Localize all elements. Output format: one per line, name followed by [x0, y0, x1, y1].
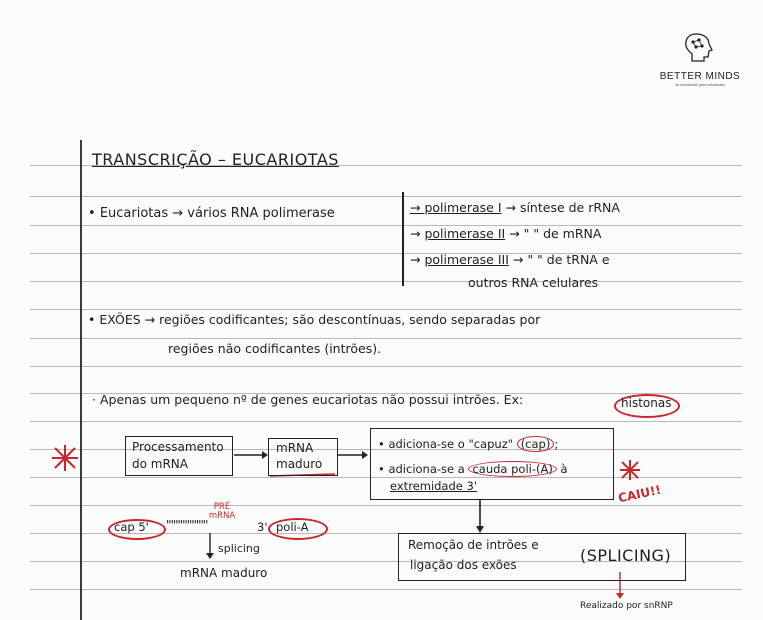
brand-tagline: de estudantes para estudantes — [675, 83, 725, 87]
polymerase-item-2: → polimerase II → " " de mRNA — [410, 226, 602, 241]
callout-caiu: CAIU!! — [617, 482, 663, 506]
splicing-line-1: Remoção de intrões e — [408, 538, 539, 552]
exoes-line-2: regiões não codificantes (intrões). — [168, 341, 382, 356]
end-3-marker: 3' — [257, 520, 268, 534]
page-title: TRANSCRIÇÃO – EUCARIOTAS — [92, 150, 339, 169]
brand-name: BETTER MINDS — [659, 71, 741, 82]
splicing-term: (SPLICING) — [580, 546, 672, 565]
pre-mrna-strand: '''''''''''''''''' — [166, 518, 208, 532]
modificacao-cap: • adiciona-se o "capuz" (cap) ; — [378, 437, 559, 451]
mrna-maduro-result: mRNA maduro — [180, 566, 268, 580]
cap-label: cap 5' — [114, 520, 149, 534]
poli-a-label: poli-A — [276, 520, 309, 534]
star-icon — [52, 445, 78, 471]
modificacao-extremidade: extremidade 3' — [390, 479, 477, 493]
modificacao-cauda: • adiciona-se a cauda poli-(A) à — [378, 462, 568, 476]
polymerase-item-3-cont: outros RNA celulares — [468, 275, 599, 290]
star-icon — [620, 460, 640, 480]
example-histonas: histonas — [621, 396, 672, 410]
splicing-label: splicing — [218, 542, 260, 555]
polymerase-item-1: → polimerase I → síntese de rRNA — [410, 200, 620, 215]
splicing-line-2: ligação dos exões — [410, 558, 517, 572]
bullet-text: Eucariotas → vários RNA polimerase — [99, 206, 335, 221]
bullet-eucariotas: • Eucariotas → vários RNA polimerase — [88, 206, 335, 221]
footnote-snrnp: Realizado por snRNP — [580, 601, 673, 611]
polymerase-item-3: → polimerase III → " " de tRNA e — [410, 252, 610, 267]
box-mrna-text: mRNA maduro — [276, 441, 323, 471]
box-processamento-text: Processamento do mRNA — [132, 440, 224, 471]
bullet-exoes: • EXÕES → regiões codificantes; são descontínuas, sendo separadas por — [88, 312, 541, 327]
pre-mrna-label: PRÉ mRNA — [208, 502, 236, 521]
bullet-apenas: · Apenas um pequeno nº de genes eucariotas não possui intrões. Ex: — [92, 392, 524, 407]
